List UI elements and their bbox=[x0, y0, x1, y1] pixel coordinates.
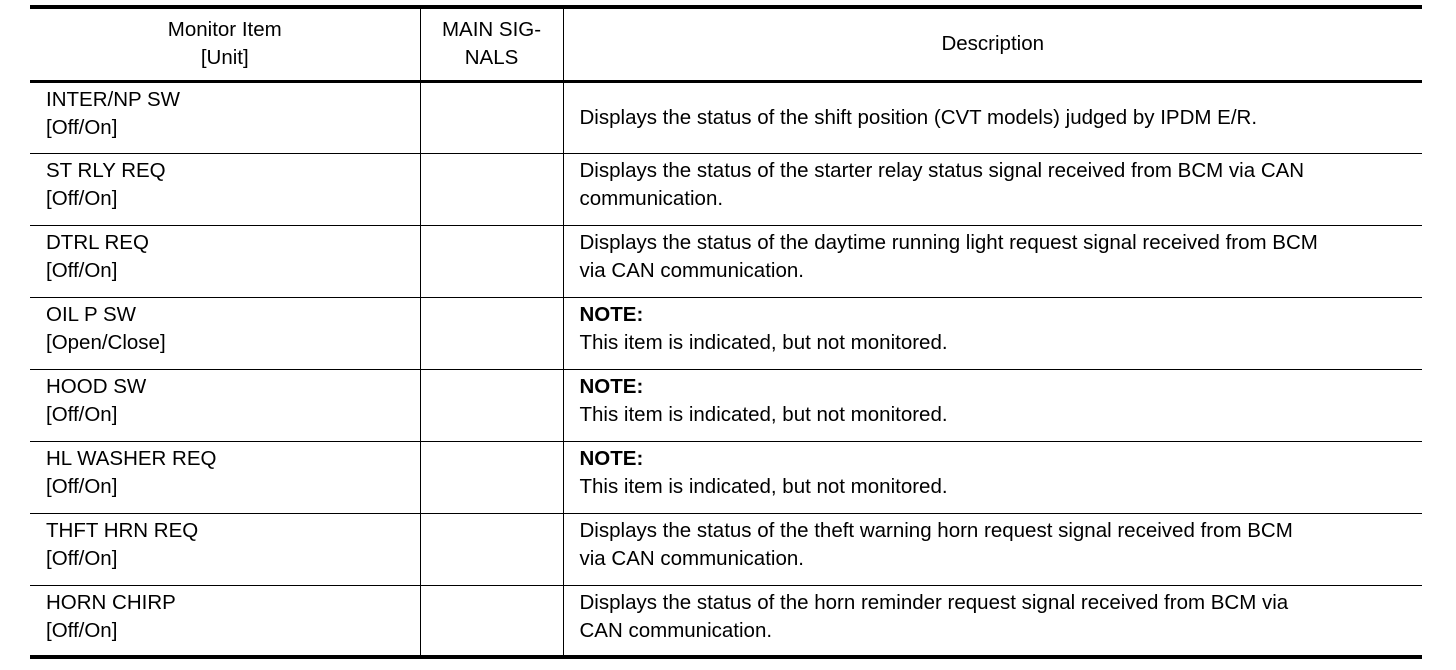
monitor-item-cell bbox=[30, 153, 420, 225]
description-cell bbox=[563, 513, 1422, 585]
note-text: This item is indicated, but not monitored. bbox=[579, 402, 948, 426]
header-main-signals-line2: NALS bbox=[464, 46, 519, 70]
table-row bbox=[30, 81, 1422, 153]
header-main-signals-line1: MAIN SIG- bbox=[441, 18, 542, 42]
main-signals-cell bbox=[420, 225, 563, 297]
description-cell bbox=[563, 297, 1422, 369]
description-cell bbox=[563, 153, 1422, 225]
description-text: Displays the status of the theft warning horn request signal received from BCM bbox=[579, 518, 1293, 542]
description-text: Displays the status of the daytime running light request signal received from BCM bbox=[579, 230, 1318, 254]
header-description: Description bbox=[563, 7, 1422, 81]
table-header-row bbox=[30, 7, 1422, 81]
monitor-item-unit: [Off/On] bbox=[46, 474, 118, 498]
description-text: CAN communication. bbox=[579, 618, 773, 642]
description-cell bbox=[563, 441, 1422, 513]
monitor-item-cell bbox=[30, 441, 420, 513]
monitor-item-cell bbox=[30, 225, 420, 297]
monitor-item-unit: [Off/On] bbox=[46, 618, 118, 642]
table-row bbox=[30, 153, 1422, 225]
monitor-item-unit: [Open/Close] bbox=[46, 330, 166, 354]
main-signals-cell bbox=[420, 297, 563, 369]
note-label: NOTE: bbox=[579, 446, 644, 470]
monitor-item-name: HORN CHIRP bbox=[46, 590, 176, 614]
monitor-item-cell bbox=[30, 585, 420, 657]
description-cell bbox=[563, 225, 1422, 297]
main-signals-cell bbox=[420, 153, 563, 225]
description-text: via CAN communication. bbox=[579, 258, 804, 282]
monitor-item-cell bbox=[30, 369, 420, 441]
main-signals-cell bbox=[420, 441, 563, 513]
monitor-item-name: HL WASHER REQ bbox=[46, 446, 217, 470]
description-cell bbox=[563, 585, 1422, 657]
main-signals-cell bbox=[420, 585, 563, 657]
monitor-item-cell bbox=[30, 81, 420, 153]
table-row bbox=[30, 441, 1422, 513]
description-text: communication. bbox=[579, 186, 724, 210]
header-monitor-item-label: Monitor Item bbox=[167, 18, 282, 42]
table-row bbox=[30, 585, 1422, 657]
monitor-item-unit: [Off/On] bbox=[46, 546, 118, 570]
description-cell bbox=[563, 369, 1422, 441]
monitor-item-table bbox=[30, 5, 1422, 659]
monitor-item-unit: [Off/On] bbox=[46, 115, 118, 139]
table-row bbox=[30, 225, 1422, 297]
main-signals-cell bbox=[420, 369, 563, 441]
main-signals-cell bbox=[420, 513, 563, 585]
monitor-item-name: OIL P SW bbox=[46, 302, 136, 326]
monitor-item-unit: [Off/On] bbox=[46, 402, 118, 426]
header-monitor-item bbox=[30, 7, 420, 81]
description-text: Displays the status of the horn reminder request signal received from BCM via bbox=[579, 590, 1289, 614]
monitor-item-name: DTRL REQ bbox=[46, 230, 149, 254]
table-row bbox=[30, 369, 1422, 441]
monitor-item-cell bbox=[30, 513, 420, 585]
note-text: This item is indicated, but not monitored. bbox=[579, 330, 948, 354]
table-row bbox=[30, 297, 1422, 369]
description-cell bbox=[563, 81, 1422, 153]
monitor-item-unit: [Off/On] bbox=[46, 186, 118, 210]
header-unit-label: [Unit] bbox=[200, 46, 249, 70]
monitor-item-unit: [Off/On] bbox=[46, 258, 118, 282]
table-row bbox=[30, 513, 1422, 585]
description-text: via CAN communication. bbox=[579, 546, 804, 570]
description-text: Displays the status of the shift position (CVT models) judged by IPDM E/R. bbox=[579, 105, 1258, 129]
header-main-signals bbox=[420, 7, 563, 81]
monitor-item-name: INTER/NP SW bbox=[46, 87, 181, 111]
monitor-item-cell bbox=[30, 297, 420, 369]
description-text: Displays the status of the starter relay status signal received from BCM via CAN bbox=[579, 158, 1305, 182]
note-label: NOTE: bbox=[579, 302, 644, 326]
monitor-item-name: THFT HRN REQ bbox=[46, 518, 199, 542]
monitor-item-name: ST RLY REQ bbox=[46, 158, 166, 182]
note-label: NOTE: bbox=[579, 374, 644, 398]
note-text: This item is indicated, but not monitored. bbox=[579, 474, 948, 498]
monitor-item-name: HOOD SW bbox=[46, 374, 147, 398]
main-signals-cell bbox=[420, 81, 563, 153]
